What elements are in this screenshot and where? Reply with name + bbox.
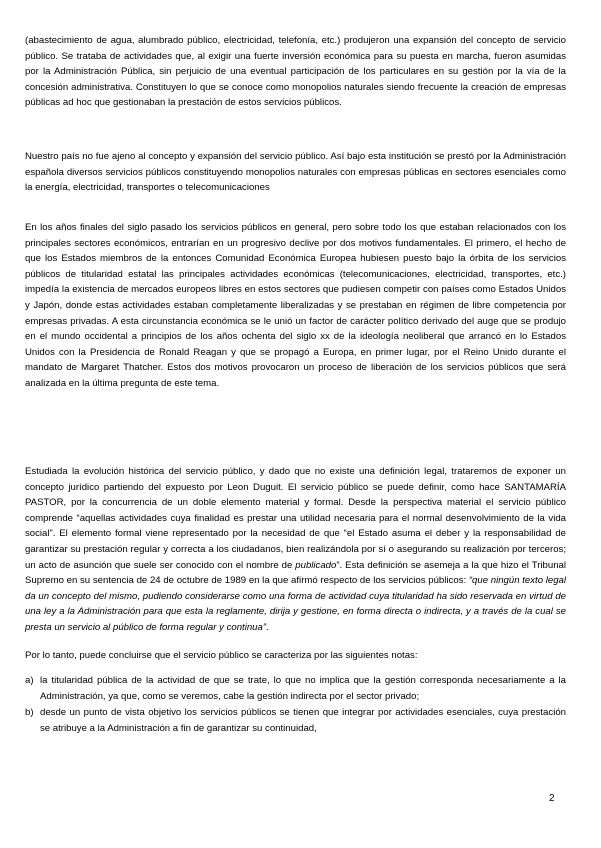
- paragraph-text: (abastecimiento de agua, alumbrado público, electricidad, telefonía, etc.) produjeron una expansión del concepto de servicio público. Se trataba de actividades que, al exigir una fuerte inversión económica para su puesta en marcha, fueron asumidas por la Administración Pública, sin perjuicio de una eventual participación de los particulares en su gestión por la vía de la concesión administrativa. Constituyen lo que se conoce como monopolios naturales siendo frecuente la creación de empresas públicas ad hoc que gestionaban la prestación de estos servicios públicos.: [25, 35, 566, 109]
- list-item: [25, 705, 566, 736]
- paragraph-text: [25, 464, 566, 636]
- paragraph-conclusion-intro: [25, 648, 566, 664]
- page-number: 2: [549, 793, 555, 804]
- paragraph-text-end: .: [266, 621, 269, 633]
- paragraph-text-part: Estudiada la evolución histórica del servicio público, y dado que no existe una definición legal, trataremos de exponer un concepto jurídico partiendo del expuesto por Leon Duguit. El servicio público se puede definir, como hace SANTAMARÍA PASTOR, por la concurrencia de un doble elemento material y formal. Desde la perspectiva material el servicio público comprende “aquellas actividades cuya finalidad es prestar una utilidad necesaria para el normal desenvolvimiento de la vida social”. El elemento formal viene representado por la necesidad de que “el Estado asuma el deber y la responsabilidad de garantizar su prestación regular y correcta a los ciudadanos, bien realizándola por sí o asegurando su realización por terceros; un acto de asunción que suele ser conocido con el nombre de: [25, 466, 566, 571]
- list-item: [25, 673, 566, 704]
- characteristics-list: [25, 673, 566, 737]
- paragraph-public-service-expansion: [25, 33, 566, 111]
- paragraph-text: Nuestro país no fue ajeno al concepto y expansión del servicio público. Así bajo esta institución se prestó por la Administración española diversos servicios públicos constituyendo monopolios naturales con empresas públicas en sectores esenciales como la energía, electricidad, transportes o telecomunicaciones: [25, 151, 566, 194]
- list-marker: b): [25, 707, 34, 719]
- list-item-text: desde un punto de vista objetivo los servicios públicos se tienen que integrar por actividades esenciales, cuya prestación se atribuye a la Administración a fin de garantizar su continuidad,: [40, 707, 566, 734]
- list-marker: a): [25, 675, 34, 686]
- paragraph-legal-concept: [25, 464, 566, 636]
- paragraph-decline: [25, 220, 566, 392]
- italic-term: publicado: [295, 559, 337, 571]
- italic-quote: “que ningún texto legal da un concepto del mismo, pudiendo considerarse como una forma de actividad cuya titularidad ha sido reservada en virtud de una ley a la Administración para que esta la reglamente, dirija y gestione, en forma directa o indirecta, y a través de la cual se presta un servicio al público de forma regular y continua”: [25, 575, 567, 633]
- paragraph-text: Por lo tanto, puede concluirse que el servicio público se caracteriza por las siguientes notas:: [25, 650, 418, 661]
- list-item-text: la titularidad pública de la actividad de que se trate, lo que no implica que la gestión corresponda necesariamente a la Administración, ya que, como se veremos, cabe la gestión indirecta por el sector privado;: [40, 675, 566, 702]
- paragraph-spain-context: [25, 149, 566, 196]
- paragraph-text-part: ”. Esta definición se asemeja a la que hizo el Tribunal Supremo en su sentencia de 24 de octubre de 1989 en la que afirmó respecto de los servicios públicos:: [25, 559, 567, 587]
- paragraph-text: En los años finales del siglo pasado los servicios públicos en general, pero sobre todo los que estaban relacionados con los principales sectores económicos, entrarían en un progresivo declive por dos motivos fundamentales. El primero, el hecho de que los Estados miembros de la entonces Comunidad Económica Europea hubiesen puesto bajo la órbita de los servicios públicos de titularidad estatal las principales actividades económicas (telecomunicaciones, electricidad, transportes, etc.) impedía la existencia de mercados europeos libres en estos sectores que pudiesen competir con países como Estados Unidos y Japón, donde estas actividades estaban completamente liberalizadas y se prestaban en régimen de libre competencia por empresas privadas. A esta circunstancia económica se le unió un factor de carácter político derivado del auge que se produjo en el mundo occidental a principios de los años ochenta del siglo xx de la ideología neoliberal que arrancó en lo Estados Unidos con la Presidencia de Ronald Reagan y que se propagó a Europa, en primer lugar, por el Reino Unido durante el mandato de Margaret Thatcher. Estos dos motivos provocaron un proceso de liberación de los servicios públicos que será analizada en la última pregunta de este tema.: [25, 222, 566, 389]
